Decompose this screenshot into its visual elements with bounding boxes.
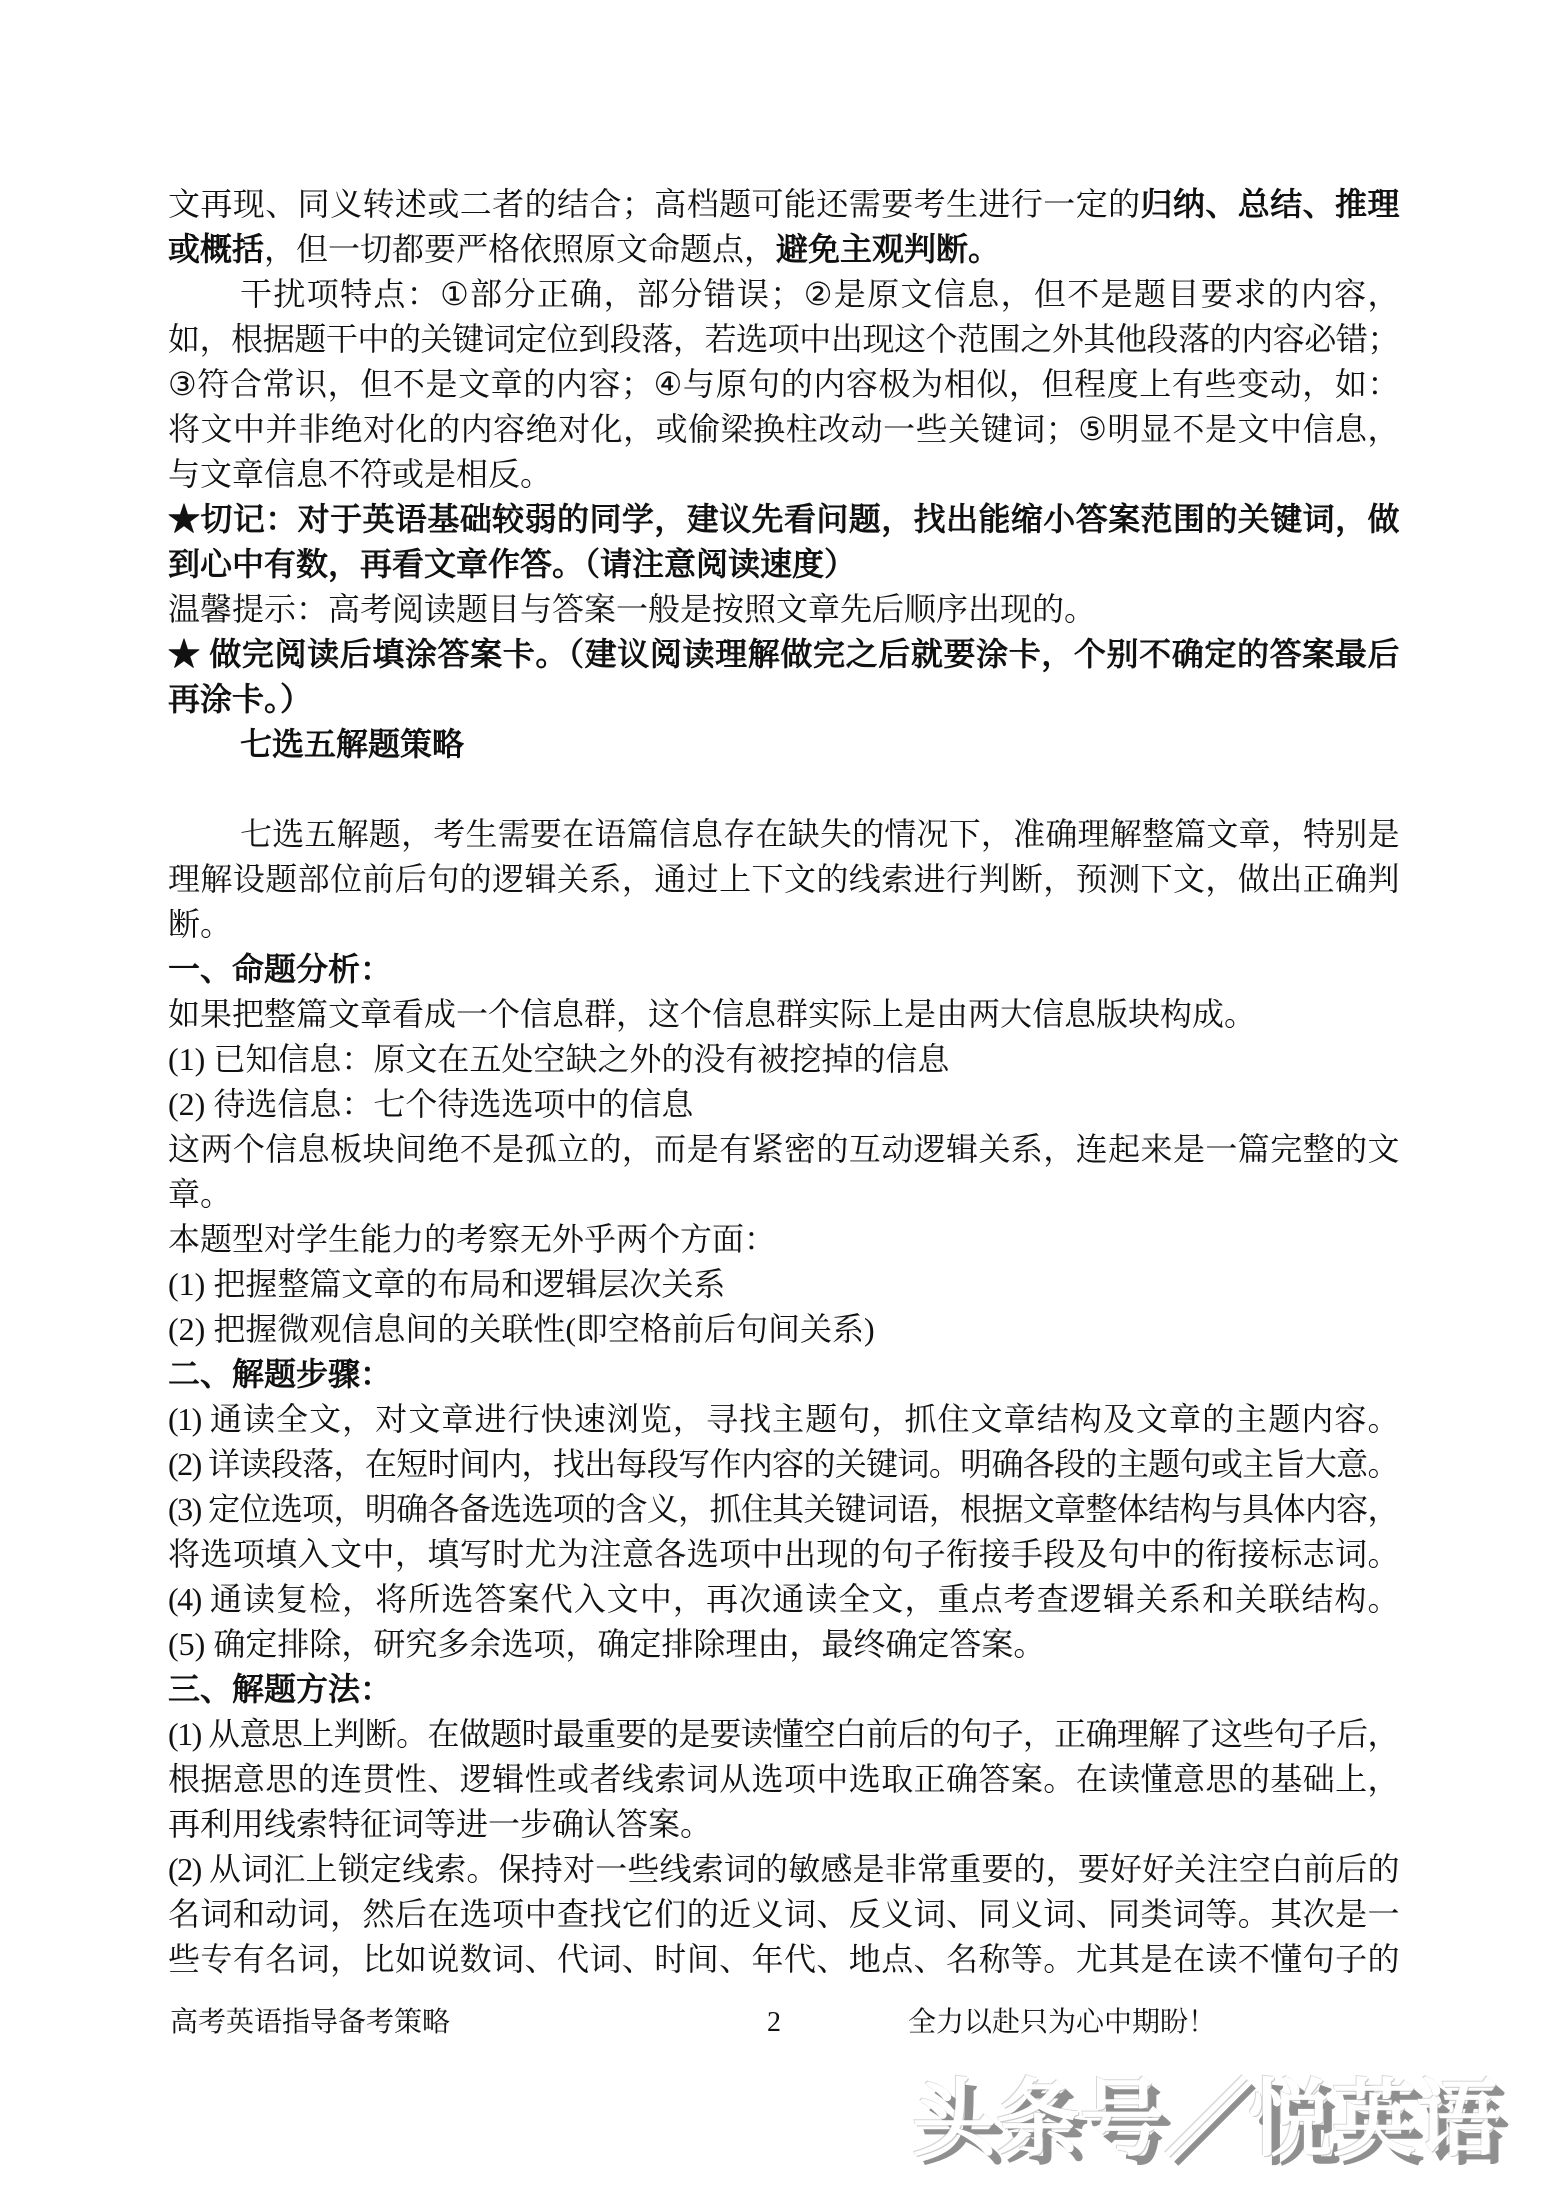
text-run: 到心中有数，再看文章作答。（请注意阅读速度）	[168, 546, 857, 582]
text-run: ★ 做完阅读后填涂答案卡。（建议阅读理解做完之后就要涂卡，个别不确定的答案最后	[168, 636, 1398, 672]
text-run: 二、解题步骤：	[168, 1356, 393, 1392]
text-run: 如果把整篇文章看成一个信息群，这个信息群实际上是由两大信息版块构成。	[168, 996, 1257, 1032]
text-line	[168, 1892, 1398, 1937]
text-line	[168, 542, 1398, 587]
text-line	[168, 587, 1398, 632]
text-run: 再涂卡。）	[168, 681, 313, 717]
text-run: 或概括	[168, 231, 265, 267]
text-run: 再利用线索特征词等进一步确认答案。	[168, 1806, 713, 1842]
text-run: (2) 待选信息：七个待选选项中的信息	[168, 1086, 694, 1122]
text-run: ③符合常识，但不是文章的内容；④与原句的内容极为相似，但程度上有些变动，如：	[168, 366, 1398, 402]
text-run: 些专有名词，比如说数词、代词、时间、年代、地点、名称等。尤其是在读不懂句子的	[168, 1941, 1398, 1977]
text-run: 干扰项特点：①部分正确，部分错误；②是原文信息，但不是题目要求的内容，	[240, 276, 1398, 312]
text-run: 本题型对学生能力的考察无外乎两个方面：	[168, 1221, 777, 1257]
text-run: (5) 确定排除，研究多余选项，确定排除理由，最终确定答案。	[168, 1626, 1046, 1662]
text-line	[168, 1352, 1398, 1397]
text-run: 温馨提示：高考阅读题目与答案一般是按照文章先后顺序出现的。	[168, 591, 1097, 627]
text-run: 根据意思的连贯性、逻辑性或者线索词从选项中选取正确答案。在读懂意思的基础上，	[168, 1761, 1398, 1797]
text-line	[168, 677, 1398, 722]
text-line	[168, 1532, 1398, 1577]
text-run: ，但一切都要严格依照原文命题点，	[264, 231, 777, 267]
toutiao-watermark: 头条号／悦英语	[912, 2072, 1501, 2166]
text-line	[168, 812, 1398, 857]
text-run: 将选项填入文中，填写时尤为注意各选项中出现的句子衔接手段及句中的衔接标志词。	[168, 1536, 1398, 1572]
text-line	[168, 992, 1398, 1037]
text-line	[168, 1037, 1398, 1082]
text-line	[168, 1622, 1398, 1667]
text-run: (4) 通读复检，将所选答案代入文中，再次通读全文，重点考查逻辑关系和关联结构。	[168, 1581, 1398, 1617]
text-line	[168, 722, 1398, 767]
text-line	[168, 1262, 1398, 1307]
text-run: (1) 已知信息：原文在五处空缺之外的没有被挖掉的信息	[168, 1041, 950, 1077]
footer-page-number: 2	[767, 2007, 781, 2038]
text-line	[168, 452, 1398, 497]
text-line	[168, 317, 1398, 362]
text-run: (1) 把握整篇文章的布局和逻辑层次关系	[168, 1266, 726, 1302]
text-line	[168, 1802, 1398, 1847]
text-run: (2) 详读段落，在短时间内，找出每段写作内容的关键词。明确各段的主题句或主旨大意。	[168, 1446, 1398, 1482]
text-line	[168, 1217, 1398, 1262]
text-run: 断。	[168, 906, 233, 942]
text-run: (3) 定位选项，明确各备选选项的含义，抓住其关键词语，根据文章整体结构与具体内容，	[168, 1491, 1398, 1527]
text-run: 一、命题分析：	[168, 951, 393, 987]
text-line	[168, 1712, 1398, 1757]
text-run: 归纳、总结、推理	[1140, 186, 1398, 222]
text-run: (2) 从词汇上锁定线索。保持对一些线索词的敏感是非常重要的，要好好关注空白前后的	[168, 1851, 1398, 1887]
text-run: 如，根据题干中的关键词定位到段落，若选项中出现这个范围之外其他段落的内容必错；	[168, 321, 1398, 357]
footer-document-title: 高考英语指导备考策略	[170, 2007, 451, 2038]
text-run: 与文章信息不符或是相反。	[168, 456, 553, 492]
text-run: (1) 从意思上判断。在做题时最重要的是要读懂空白前后的句子，正确理解了这些句子后，	[168, 1716, 1398, 1752]
text-run: 将文中并非绝对化的内容绝对化，或偷梁换柱改动一些关键词；⑤明显不是文中信息，	[168, 411, 1398, 447]
text-line	[168, 1082, 1398, 1127]
text-run: 文再现、同义转述或二者的结合；高档题可能还需要考生进行一定的	[168, 186, 1141, 222]
page-footer	[0, 2000, 1548, 2045]
text-line	[168, 362, 1398, 407]
text-line	[168, 947, 1398, 992]
text-run: (1) 通读全文，对文章进行快速浏览，寻找主题句，抓住文章结构及文章的主题内容。	[168, 1401, 1398, 1437]
text-line	[168, 902, 1398, 947]
text-run: 避免主观判断。	[776, 231, 1001, 267]
text-line	[168, 497, 1398, 542]
document-body	[168, 182, 1398, 1982]
text-line	[168, 1127, 1398, 1172]
text-run: 七选五解题，考生需要在语篇信息存在缺失的情况下，准确理解整篇文章，特别是	[240, 816, 1398, 852]
text-line	[168, 1847, 1398, 1892]
text-run: 理解设题部位前后句的逻辑关系，通过上下文的线索进行判断，预测下文，做出正确判	[168, 861, 1398, 897]
text-line	[168, 227, 1398, 272]
text-line	[168, 182, 1398, 227]
text-line	[168, 1397, 1398, 1442]
text-line	[168, 1487, 1398, 1532]
text-line	[168, 407, 1398, 452]
text-run: 七选五解题策略	[240, 726, 465, 762]
text-line	[168, 857, 1398, 902]
text-line	[168, 632, 1398, 677]
text-line	[168, 1757, 1398, 1802]
text-line	[168, 1172, 1398, 1217]
text-line	[168, 1937, 1398, 1982]
blank-line	[168, 767, 1398, 812]
text-line	[168, 272, 1398, 317]
footer-motto: 全力以赴只为心中期盼！	[908, 2007, 1217, 2038]
text-run: 三、解题方法：	[168, 1671, 393, 1707]
text-line	[168, 1307, 1398, 1352]
text-run: 名词和动词，然后在选项中查找它们的近义词、反义词、同义词、同类词等。其次是一	[168, 1896, 1398, 1932]
text-run: (2) 把握微观信息间的关联性(即空格前后句间关系)	[168, 1311, 875, 1347]
text-line	[168, 1577, 1398, 1622]
text-line	[168, 1667, 1398, 1712]
text-run: 这两个信息板块间绝不是孤立的，而是有紧密的互动逻辑关系，连起来是一篇完整的文	[168, 1131, 1398, 1167]
text-run: ★切记：对于英语基础较弱的同学，建议先看问题，找出能缩小答案范围的关键词，做	[168, 501, 1398, 537]
text-run: 章。	[168, 1176, 233, 1212]
text-line	[168, 1442, 1398, 1487]
